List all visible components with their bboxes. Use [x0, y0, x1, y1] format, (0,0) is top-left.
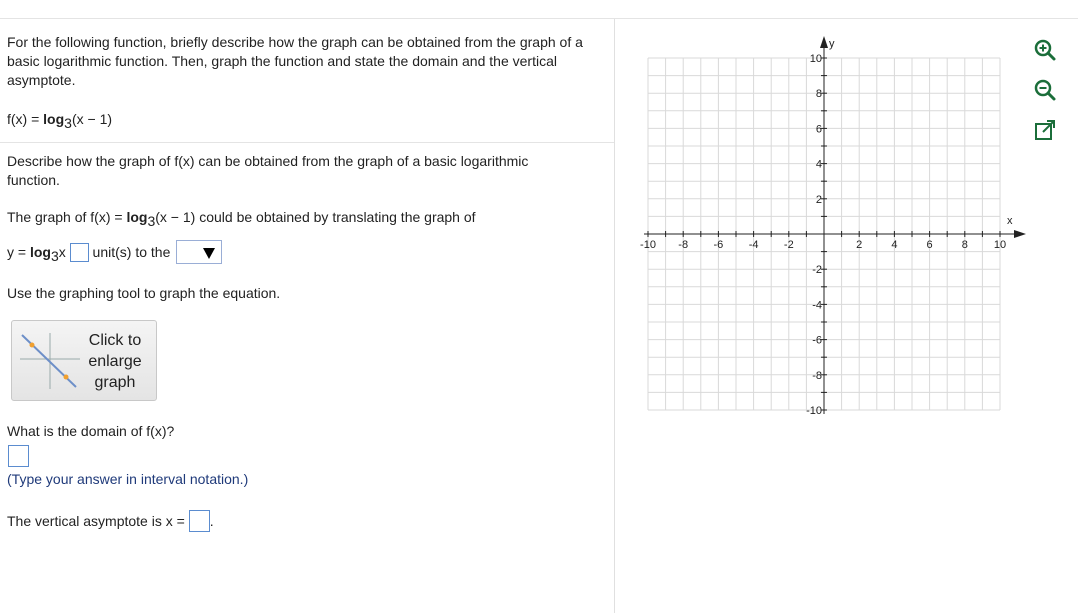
units-input[interactable]	[70, 243, 89, 262]
domain-hint: (Type your answer in interval notation.)	[7, 471, 249, 487]
translation-sentence: The graph of $f(x) = \log_3(x - 1)$ could be obtained by translating the graph of	[7, 209, 476, 229]
units-label: unit(s) to the	[92, 244, 171, 260]
x-tick-label: -4	[748, 239, 759, 251]
domain-question: What is the domain of f(x)?	[7, 423, 175, 439]
part1-prompt: Describe how the graph of f(x) can be obtained from the graph of a basic logarithmic function.	[7, 153, 529, 188]
section-separator	[0, 142, 614, 143]
zoom-in-icon[interactable]	[1033, 38, 1057, 62]
x-axis-arrow-icon	[1014, 230, 1026, 238]
direction-dropdown[interactable]	[176, 240, 222, 264]
function-definition: $f(x) = \log_3(x - 1)$	[7, 111, 113, 131]
y-tick-label: 4	[815, 158, 822, 171]
x-axis-label: x	[1007, 215, 1013, 227]
y-tick-label: -6	[812, 334, 822, 347]
coordinate-graph[interactable]	[630, 30, 1030, 430]
enlarge-graph-button[interactable]	[11, 320, 157, 401]
y-axis-arrow-icon	[820, 36, 828, 48]
x-tick-label: -2	[783, 239, 794, 251]
y-tick-label: -2	[812, 264, 822, 277]
graph-instruction: Use the graphing tool to graph the equation.	[7, 285, 281, 301]
zoom-out-icon[interactable]	[1033, 78, 1057, 102]
x-tick-label: 10	[993, 239, 1007, 251]
y-tick-label: 8	[815, 88, 822, 101]
top-border	[0, 18, 1078, 19]
x-tick-label: -10	[640, 239, 656, 251]
x-tick-label: 8	[961, 239, 968, 251]
y-tick-label: 2	[815, 193, 822, 206]
y-tick-label: -8	[812, 369, 822, 382]
question-intro: For the following function, briefly describe how the graph can be obtained from the graph of a basic logarithmic function. Then, graph the function and state the domain and the vertical asymptote.	[7, 34, 583, 88]
asymptote-input[interactable]	[189, 510, 210, 532]
y-tick-label: 10	[809, 53, 822, 65]
x-tick-label: -8	[678, 239, 689, 251]
x-tick-label: -6	[713, 239, 724, 251]
domain-input[interactable]	[8, 445, 29, 467]
graph-thumbnail-icon	[20, 331, 80, 391]
panel-divider	[614, 19, 615, 613]
popout-icon[interactable]	[1033, 118, 1057, 142]
x-tick-label: 6	[926, 239, 933, 251]
x-tick-label: 4	[891, 239, 898, 251]
dropdown-arrow-icon	[203, 248, 215, 259]
y-tick-label: -10	[806, 405, 822, 417]
translation-answer-row: $y = \log_3x$ unit(s) to the	[7, 240, 222, 266]
y-tick-label: 6	[815, 123, 822, 136]
x-tick-label: 2	[856, 239, 863, 251]
asymptote-row: The vertical asymptote is x = .	[7, 510, 214, 532]
y-tick-label: -4	[812, 299, 822, 312]
enlarge-graph-label: Click to enlarge graph	[88, 332, 142, 391]
y-axis-label: y	[829, 38, 835, 50]
